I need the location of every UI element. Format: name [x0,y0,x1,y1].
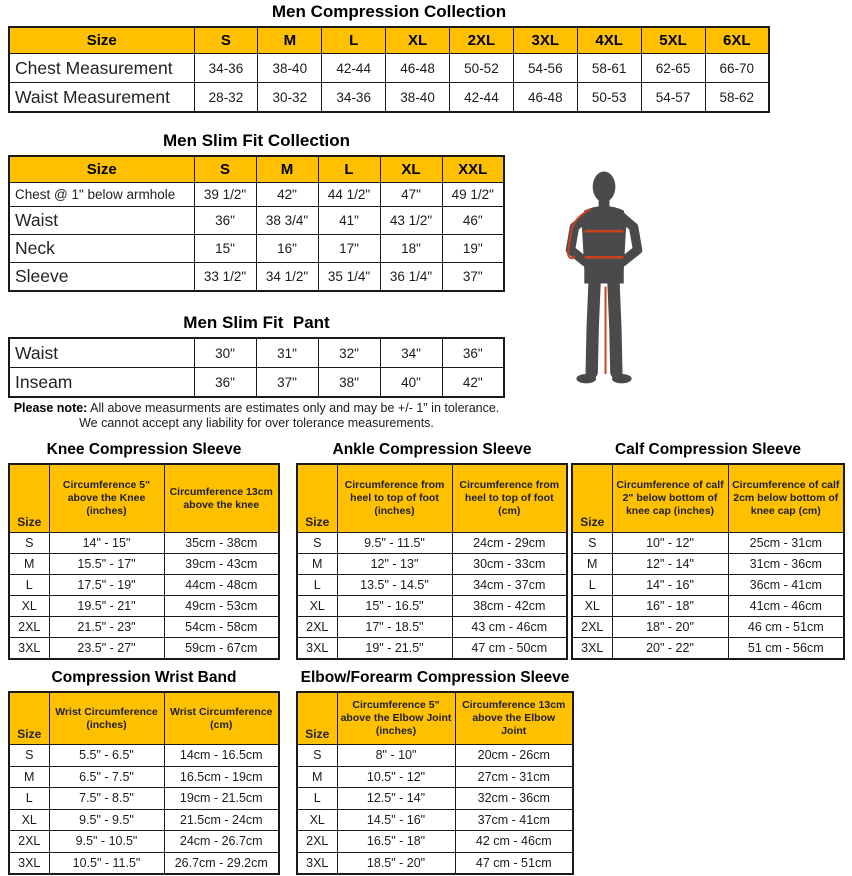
note-line-1 [8,401,505,416]
table-cell: 39cm - 43cm [164,554,279,575]
table-cell: 16" - 18" [612,596,728,617]
table-header-row [297,692,573,745]
table-cell: 34cm - 37cm [452,575,567,596]
table-row [9,235,504,263]
table-cell: L [9,575,49,596]
column-header: Size [297,464,337,533]
table-cell: 31cm - 36cm [728,554,844,575]
section-title: Elbow/Forearm Compression Sleeve [300,669,570,686]
table-row [297,852,573,874]
table-cell: 10" - 12" [612,533,728,554]
table-cell: 30" [194,338,256,368]
table-body [9,533,279,660]
table-cell: 42 cm - 46cm [455,831,573,853]
table-cell: 44cm - 48cm [164,575,279,596]
table-cell: 37" [442,263,504,292]
table-cell: 14cm - 16.5cm [164,745,279,767]
table-cell: L [572,575,612,596]
table-cell: 30cm - 33cm [452,554,567,575]
table-cell: 24cm - 29cm [452,533,567,554]
column-header: 6XL [705,27,769,54]
column-header: Size [9,27,194,54]
table-cell: S [9,533,49,554]
table-row [572,533,844,554]
table-row [297,533,567,554]
table-row [9,183,504,207]
column-header: Circumference 5" above the Knee (inches) [49,464,164,533]
table-cell: 18.5" - 20" [337,852,455,874]
column-header: Size [9,156,194,183]
table-row [572,575,844,596]
table-cell: 54-56 [513,54,577,83]
compression-wrist-band-section [8,669,280,875]
table-cell: 66-70 [705,54,769,83]
table-row [572,638,844,660]
table-cell: M [297,554,337,575]
column-header: 3XL [513,27,577,54]
table-cell: 58-61 [577,54,641,83]
table-header [9,464,279,533]
table-row [572,554,844,575]
table-cell: M [9,766,49,788]
table-cell: 49 1/2" [442,183,504,207]
table-row [9,575,279,596]
table-row [9,831,279,853]
table-cell: 15" [194,235,256,263]
column-header: XXL [442,156,504,183]
table-cell: 15.5" - 17" [49,554,164,575]
column-header: S [194,27,258,54]
table-cell: 24cm - 26.7cm [164,831,279,853]
ankle-compression-sleeve-table [296,463,568,660]
table-cell: 23.5" - 27" [49,638,164,660]
table-cell: S [9,745,49,767]
table-cell: 15" - 16.5" [337,596,452,617]
table-cell: 3XL [297,638,337,660]
table-cell: 12" - 13" [337,554,452,575]
table-cell: L [9,788,49,810]
tolerance-note [8,401,505,431]
table-cell: 2XL [572,617,612,638]
table-row [297,554,567,575]
table-row [9,766,279,788]
table-cell: 3XL [9,852,49,874]
table-cell: 62-65 [641,54,705,83]
table-cell: XL [572,596,612,617]
table-cell: 21.5" - 23" [49,617,164,638]
table-cell: M [9,554,49,575]
section-title: Ankle Compression Sleeve [332,441,532,458]
table-header [9,692,279,745]
table-cell: Sleeve [9,263,194,292]
table-cell: M [297,766,337,788]
table-cell: XL [297,596,337,617]
column-header: Size [9,464,49,533]
table-row [297,596,567,617]
table-cell: 28-32 [194,83,258,113]
men-compression-collection-section [8,2,770,113]
table-header-row [9,156,504,183]
table-row [297,766,573,788]
section-title: Men Slim Fit Pant [183,313,330,332]
table-cell: 36" [442,338,504,368]
table-cell: XL [9,809,49,831]
table-cell: 16.5" - 18" [337,831,455,853]
table-header [297,464,567,533]
table-row [572,617,844,638]
table-cell: 3XL [297,852,337,874]
table-cell: 42-44 [322,54,386,83]
table-cell: 3XL [572,638,612,660]
section-title: Men Slim Fit Collection [162,131,350,150]
table-cell: 16.5cm - 19cm [164,766,279,788]
column-header: 2XL [450,27,514,54]
table-row [297,575,567,596]
table-cell: 32cm - 36cm [455,788,573,810]
table-cell: 17" - 18.5" [337,617,452,638]
table-cell: 42-44 [450,83,514,113]
table-cell: Waist [9,207,194,235]
man-silhouette-icon [560,170,652,392]
table-cell: 38-40 [386,83,450,113]
table-row [9,638,279,660]
table-body [9,338,504,397]
table-cell: 36" [194,207,256,235]
table-header-row [9,464,279,533]
table-body [572,533,844,660]
table-cell: 16" [256,235,318,263]
table-cell: 36cm - 41cm [728,575,844,596]
column-header: Size [297,692,337,745]
table-cell: 10.5" - 12" [337,766,455,788]
column-header: Size [572,464,612,533]
table-cell: 37cm - 41cm [455,809,573,831]
table-cell: 3XL [9,638,49,660]
table-row [297,617,567,638]
calf-compression-sleeve-section [571,441,845,660]
table-cell: 42" [442,368,504,398]
table-cell: 17.5" - 19" [49,575,164,596]
table-row [297,788,573,810]
column-header: Circumference 5" above the Elbow Joint (inches) [337,692,455,745]
table-cell: 38 3/4" [256,207,318,235]
table-cell: 50-53 [577,83,641,113]
table-header-row [572,464,844,533]
table-cell: 50-52 [450,54,514,83]
table-cell: 2XL [9,831,49,853]
table-cell: Waist Measurement [9,83,194,113]
table-row [9,368,504,398]
table-cell: 30-32 [258,83,322,113]
table-row [297,745,573,767]
table-header-row [9,27,769,54]
table-header [297,692,573,745]
table-cell: L [297,788,337,810]
table-cell: 18" - 20" [612,617,728,638]
table-cell: 44 1/2" [318,183,380,207]
note-text: All above measurments are estimates only and may be +/- 1" in tolerance. [87,401,500,415]
men-slim-fit-collection-table [8,155,505,292]
column-header: L [322,27,386,54]
table-cell: 38" [318,368,380,398]
column-header: Circumference from heel to top of foot (cm) [452,464,567,533]
table-cell: 38-40 [258,54,322,83]
table-cell: 49cm - 53cm [164,596,279,617]
table-header [9,27,769,54]
table-cell: S [572,533,612,554]
table-header [572,464,844,533]
note-line-2: We cannot accept any liability for over tolerance measurements. [79,416,434,430]
table-cell: 59cm - 67cm [164,638,279,660]
men-slim-fit-collection-section [8,131,505,292]
table-cell: 43 cm - 46cm [452,617,567,638]
table-cell: 35cm - 38cm [164,533,279,554]
column-header: 4XL [577,27,641,54]
table-row [9,617,279,638]
table-cell: 47 cm - 51cm [455,852,573,874]
table-header-row [297,464,567,533]
column-header: Circumference from heel to top of foot (inches) [337,464,452,533]
table-cell: Chest Measurement [9,54,194,83]
knee-compression-sleeve-table [8,463,280,660]
table-row [9,83,769,113]
table-cell: 58-62 [705,83,769,113]
compression-wrist-band-table [8,691,280,875]
table-cell: 12" - 14" [612,554,728,575]
table-cell: 9.5" - 10.5" [49,831,164,853]
table-row [297,831,573,853]
table-body [9,183,504,292]
table-row [9,596,279,617]
table-cell: 43 1/2" [380,207,442,235]
table-body [9,745,279,875]
table-row [297,638,567,660]
column-header: Wrist Circumference (inches) [49,692,164,745]
table-row [9,809,279,831]
column-header: Wrist Circumference (cm) [164,692,279,745]
table-cell: 38cm - 42cm [452,596,567,617]
section-title: Knee Compression Sleeve [46,441,242,458]
table-cell: 10.5" - 11.5" [49,852,164,874]
note-bold-label: Please note: [13,401,88,415]
knee-compression-sleeve-section [8,441,280,660]
table-cell: Neck [9,235,194,263]
table-cell: 54-57 [641,83,705,113]
table-row [9,533,279,554]
table-cell: S [297,533,337,554]
column-header: L [318,156,380,183]
table-cell: 51 cm - 56cm [728,638,844,660]
table-cell: 9.5" - 11.5" [337,533,452,554]
table-cell: Inseam [9,368,194,398]
table-cell: 19" [442,235,504,263]
column-header: M [256,156,318,183]
table-cell: 2XL [9,617,49,638]
column-header: M [258,27,322,54]
table-cell: XL [9,596,49,617]
table-cell: 20" - 22" [612,638,728,660]
table-row [9,54,769,83]
table-cell: 27cm - 31cm [455,766,573,788]
men-compression-collection-table [8,26,770,113]
table-cell: 14" - 15" [49,533,164,554]
table-cell: XL [297,809,337,831]
table-cell: 14.5" - 16" [337,809,455,831]
column-header: Size [9,692,49,745]
table-cell: Waist [9,338,194,368]
table-cell: 42" [256,183,318,207]
column-header: XL [386,27,450,54]
column-header: 5XL [641,27,705,54]
table-cell: 21.5cm - 24cm [164,809,279,831]
table-cell: 47 cm - 50cm [452,638,567,660]
table-header [9,156,504,183]
table-cell: 12.5" - 14" [337,788,455,810]
table-cell: 41" [318,207,380,235]
table-cell: 6.5" - 7.5" [49,766,164,788]
table-cell: 46-48 [386,54,450,83]
table-cell: 19" - 21.5" [337,638,452,660]
table-cell: 46-48 [513,83,577,113]
men-slim-fit-pant-section [8,313,505,398]
table-body [297,745,573,875]
table-row [9,338,504,368]
table-cell: L [297,575,337,596]
column-header: Circumference 13cm above the Elbow Joint [455,692,573,745]
section-title: Men Compression Collection [271,2,507,21]
table-row [9,852,279,874]
table-cell: 31" [256,338,318,368]
table-cell: 20cm - 26cm [455,745,573,767]
table-row [297,809,573,831]
elbow-forearm-compression-sleeve-table [296,691,574,875]
table-cell: 47" [380,183,442,207]
column-header: Circumference of calf 2" below bottom of knee cap (inches) [612,464,728,533]
table-cell: 17" [318,235,380,263]
table-cell: 19cm - 21.5cm [164,788,279,810]
table-cell: 34-36 [194,54,258,83]
column-header: XL [380,156,442,183]
table-row [9,263,504,292]
table-row [572,596,844,617]
table-cell: Chest @ 1" below armhole [9,183,194,207]
table-cell: 33 1/2" [194,263,256,292]
column-header: Circumference of calf 2cm below bottom of knee cap (cm) [728,464,844,533]
table-cell: 32" [318,338,380,368]
table-cell: 37" [256,368,318,398]
ankle-compression-sleeve-section [296,441,568,660]
table-cell: 34-36 [322,83,386,113]
measurement-figure [560,170,652,392]
table-cell: 41cm - 46cm [728,596,844,617]
table-cell: 8" - 10" [337,745,455,767]
section-title: Calf Compression Sleeve [614,441,802,458]
table-cell: 34" [380,338,442,368]
column-header: Circumference 13cm above the knee [164,464,279,533]
table-cell: 9.5" - 9.5" [49,809,164,831]
table-row [9,207,504,235]
table-cell: 36" [194,368,256,398]
table-body [297,533,567,660]
table-cell: 19.5" - 21" [49,596,164,617]
table-row [9,745,279,767]
table-cell: 2XL [297,617,337,638]
elbow-forearm-compression-sleeve-section [296,669,574,875]
table-cell: 40" [380,368,442,398]
table-cell: 18" [380,235,442,263]
table-cell: 5.5" - 6.5" [49,745,164,767]
table-cell: 34 1/2" [256,263,318,292]
table-cell: 25cm - 31cm [728,533,844,554]
men-slim-fit-pant-table [8,337,505,398]
column-header: S [194,156,256,183]
table-cell: 46" [442,207,504,235]
table-cell: S [297,745,337,767]
table-cell: 35 1/4" [318,263,380,292]
table-cell: 46 cm - 51cm [728,617,844,638]
table-cell: 13.5" - 14.5" [337,575,452,596]
table-cell: 26.7cm - 29.2cm [164,852,279,874]
table-cell: M [572,554,612,575]
table-cell: 7.5" - 8.5" [49,788,164,810]
table-body [9,54,769,113]
table-row [9,554,279,575]
table-cell: 54cm - 58cm [164,617,279,638]
section-title: Compression Wrist Band [51,669,237,686]
table-cell: 36 1/4" [380,263,442,292]
table-header-row [9,692,279,745]
calf-compression-sleeve-table [571,463,845,660]
table-cell: 2XL [297,831,337,853]
table-row [9,788,279,810]
table-cell: 14" - 16" [612,575,728,596]
table-cell: 39 1/2" [194,183,256,207]
